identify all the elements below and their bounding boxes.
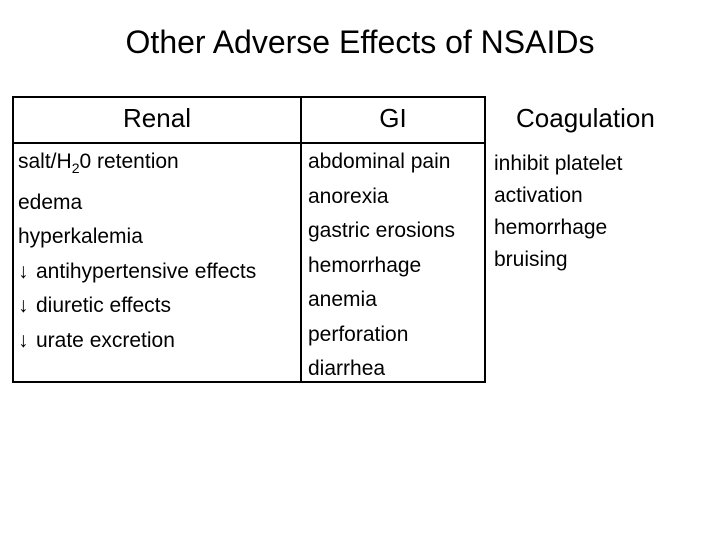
- coagulation-list: [494, 148, 622, 276]
- list-item: ↓ antihypertensive effects: [18, 255, 256, 290]
- list-item: anemia: [308, 288, 377, 311]
- header-gi: GI: [379, 103, 407, 133]
- list-item: inhibit platelet: [494, 152, 623, 175]
- renal-list: [18, 145, 256, 358]
- list-item: activation: [494, 184, 583, 207]
- list-item: edema: [18, 190, 83, 214]
- list-item: ↓ urate excretion: [18, 324, 256, 359]
- list-item: diarrhea: [308, 357, 386, 380]
- page-title: Other Adverse Effects of NSAIDs: [125, 24, 595, 60]
- list-item: bruising: [494, 248, 568, 271]
- list-item: gastric erosions: [308, 219, 456, 242]
- gi-list: [308, 145, 455, 387]
- list-item: salt/$H_20$ retention: [18, 150, 179, 177]
- down-arrow-icon: ↓: [18, 294, 29, 318]
- down-arrow-icon: ↓: [18, 259, 29, 283]
- down-arrow-icon: ↓: [18, 328, 29, 352]
- list-item: hemorrhage: [494, 216, 608, 239]
- header-coagulation: Coagulation: [516, 103, 655, 133]
- list-item: abdominal pain: [308, 150, 451, 173]
- list-item: perforation: [308, 322, 409, 346]
- list-item: anorexia: [308, 184, 389, 208]
- list-item: hemorrhage: [308, 253, 422, 277]
- list-item: ↓ diuretic effects: [18, 289, 256, 324]
- header-divider: [12, 142, 486, 144]
- header-renal: Renal: [123, 103, 191, 133]
- list-item: hyperkalemia: [18, 225, 143, 249]
